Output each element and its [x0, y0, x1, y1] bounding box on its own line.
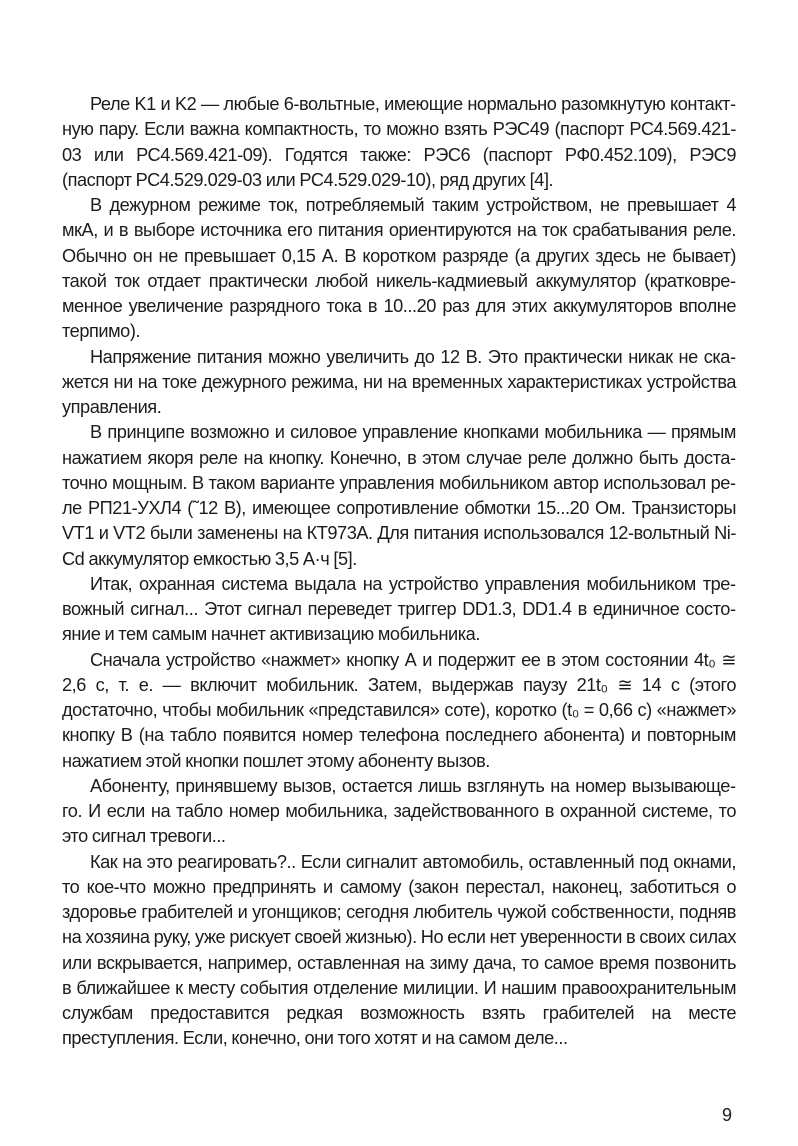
- paragraph-supply-voltage: Напряжение питания можно увеличить до 12 В. Это практически никак не скажется ни на токе дежурного режима, ни на временных характеристиках устройства управления.: [62, 346, 736, 417]
- paragraph-subscriber: Абоненту, принявшему вызов, остается лишь взглянуть на номер вызывающего. И если на табло номер мобильника, задействованного в охранной системе, то это сигнал тревоги...: [62, 775, 736, 847]
- paragraph-alarm-signal: Итак, охранная система выдала на устройство управления мобильником тревожный сигнал... Этот сигнал переведет триггер DD1.3, DD1.4 в единичное состояние и тем самым начнет активизацию мобильника.: [62, 573, 736, 645]
- paragraph-activation-sequence: Сначала устройство «нажмет» кнопку А и подержит ее в этом состоянии 4t₀ ≅ 2,6 с, т. е. — включит мобильник. Затем, выдержав паузу 21t₀ ≅ 14 с (этого достаточно, чтобы мобильник «представился» соте), коротко (t₀ = 0,66 с) «нажмет» кнопку В (на табло появится номер телефона последнего абонента) и повторным нажатием этой кнопки пошлет этому абоненту вызов.: [62, 649, 736, 771]
- paragraph-relays: Реле K1 и K2 — любые 6-вольтные, имеющие нормально разомкнутую контактную пару. Если важна компактность, то можно взять РЭС49 (паспорт РС4.569.421-03 или РС4.569.421-09). Годятся также: РЭС6 (паспорт РФ0.452.109), РЭС9 (паспорт РС4.529.029-03 или РС4.529.029-10), ряд других [4].: [62, 94, 736, 190]
- paragraph-power-control: В принципе возможно и силовое управление кнопками мобильника — прямым нажатием якоря реле на кнопку. Конечно, в этом случае реле должно быть достаточно мощным. В таком варианте управления мобильником автор использовал реле РП21-УХЛ4 (˜12 В), имеющее сопротивление обмотки 15...20 Ом. Транзисторы VT1 и VT2 были заменены на КТ973А. Для питания использовался 12-вольтный Ni-Cd аккумулятор емкостью 3,5 А·ч [5].: [62, 422, 736, 569]
- paragraph-standby-current: В дежурном режиме ток, потребляемый таким устройством, не превышает 4 мкА, и в выборе источника его питания ориентируются на ток срабатывания реле. Обычно он не превышает 0,15 А. В коротком разряде (а других здесь не бывает) такой ток отдает практически любой никель-кадмиевый аккумулятор (кратковременное увеличение разрядного тока в 10...20 раз для этих аккумуляторов вполне терпимо).: [62, 195, 736, 342]
- page-number: 9: [722, 1105, 733, 1125]
- paragraph-response: Как на это реагировать?.. Если сигналит автомобиль, оставленный под окнами, то кое-что можно предпринять и самому (закон перестал, наконец, заботиться о здоровье грабителей и угонщиков; сегодня любитель чужой собственности, подняв на хозяина руку, уже рискует своей жизнью). Но если нет уверенности в своих силах или вскрывается, например, оставленная на зиму дача, то самое время позвонить в ближайшее к месту события отделение милиции. И нашим правоохранительным службам предоставится редкая возможность взять грабителей на месте преступления. Если, конечно, они того хотят и на самом деле...: [62, 851, 736, 1049]
- body-text: [62, 92, 736, 1052]
